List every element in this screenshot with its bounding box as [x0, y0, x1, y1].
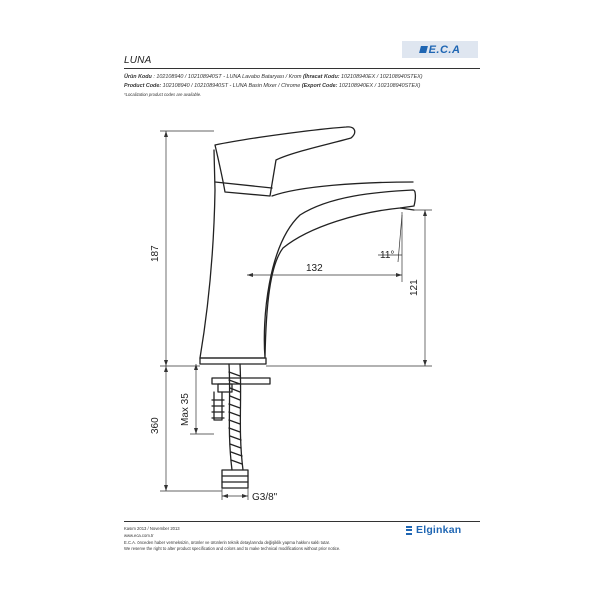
eca-logo-text: E.C.A — [428, 43, 461, 56]
dim-label-121: 121 — [409, 279, 420, 296]
dim-label-132: 132 — [306, 263, 323, 274]
footer-divider — [124, 521, 480, 522]
en-export-text: 102108940EX / 102108940STEX) — [337, 83, 421, 89]
footer-notice-en: We reserve the right to alter product specification and colors and to make technical modifications without prior notice. — [124, 546, 341, 551]
elginkan-mark-icon — [406, 526, 412, 535]
en-code-text: 102108940 / 102108940ST - LUNA Basin Mixer / Chrome — [161, 83, 302, 89]
tr-code-text: : 102108940 / 102108940ST - LUNA Lavabo Bataryası / Krom — [151, 74, 303, 80]
en-export-label: (Export Code: — [301, 83, 338, 89]
footer-date: Kasım 2013 / November 2013 — [124, 526, 180, 531]
dim-label-thread: G3/8" — [252, 492, 278, 503]
faucet-base — [200, 358, 266, 364]
spout-tip — [400, 208, 414, 210]
hose-end-nut — [222, 470, 248, 488]
elginkan-logo — [406, 524, 461, 536]
dim-label-angle: 11° — [380, 250, 395, 261]
localization-note: *Localization product codes are available. — [124, 92, 202, 97]
tr-export-label: (İhracat Kodu: — [303, 74, 340, 80]
tr-export-text: 102108940EX / 102108940STEX) — [339, 74, 423, 80]
dim-label-360: 360 — [150, 417, 161, 434]
en-code-label: Product Code: — [124, 83, 162, 89]
elginkan-brand-text: Elginkan — [416, 524, 462, 536]
dim-label-max35: Max 35 — [180, 393, 191, 426]
dim-label-187: 187 — [150, 245, 161, 262]
spout-top — [272, 182, 413, 196]
tr-code-label: Ürün Kodu — [124, 74, 152, 80]
footer-website: www.eca.com.tr — [124, 533, 154, 538]
footer-notice-tr: E.C.A. önceden haber vermeksizin, ürünler ve ürünlerin teknik detaylarında değişiklik yapma hakkını saklı tutar. — [124, 540, 330, 545]
product-title: LUNA — [124, 55, 152, 66]
